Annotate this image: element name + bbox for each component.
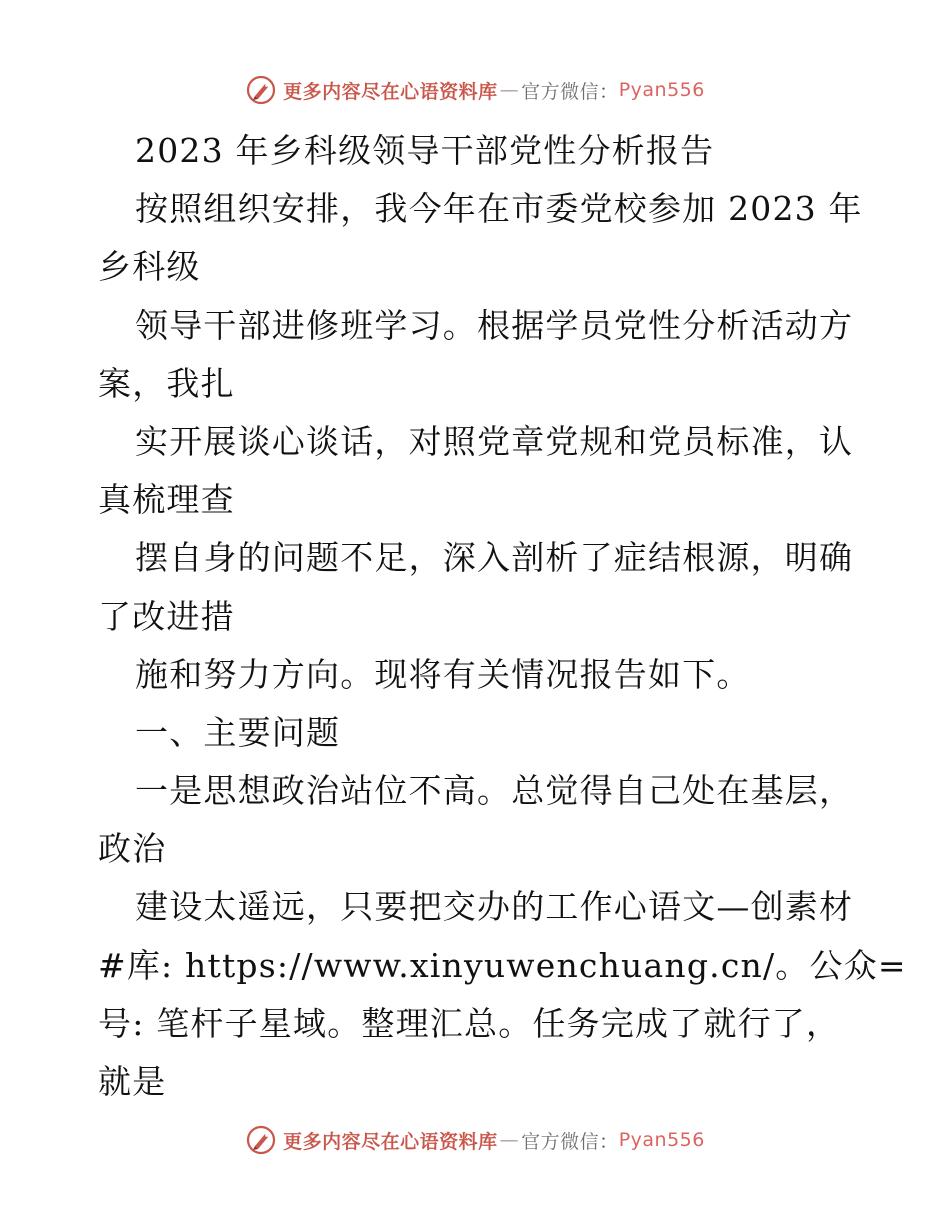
paragraph-line: 乡科级 xyxy=(98,247,201,287)
paragraph-line: 领导干部进修班学习。根据学员党性分析活动方 xyxy=(135,305,854,345)
watermark-dash: — xyxy=(499,79,520,101)
watermark-footer xyxy=(0,1122,950,1158)
paragraph-line: 政治 xyxy=(98,829,167,869)
paragraph-line: 建设太遥远，只要把交办的工作心语文—创素材 xyxy=(135,887,854,927)
document-body xyxy=(98,122,907,1111)
watermark-wechat-id: Pyan556 xyxy=(618,79,705,101)
paragraph-line: 一是思想政治站位不高。总觉得自己处在基层， xyxy=(135,771,854,811)
watermark-official-label: 官方微信 xyxy=(521,1130,600,1153)
watermark-main-text: 更多内容尽在心语资料库 xyxy=(283,1130,498,1153)
paragraph-line: #库: https://www.xinyuwenchuang.cn/。公众= xyxy=(98,945,907,985)
watermark-official-label: 官方微信 xyxy=(521,80,600,103)
document-title: 2023 年乡科级领导干部党性分析报告 xyxy=(135,131,715,170)
watermark-wechat-id: Pyan556 xyxy=(618,1129,705,1151)
pen-nib-logo-icon xyxy=(245,1124,277,1156)
pen-nib-logo-icon xyxy=(245,74,277,106)
paragraph-line: 就是 xyxy=(98,1062,167,1101)
watermark-colon: ： xyxy=(599,80,619,103)
watermark-dash: — xyxy=(499,1129,520,1151)
watermark-header xyxy=(0,72,950,108)
watermark-colon: ： xyxy=(599,1130,619,1153)
paragraph-line: 摆自身的问题不足，深入剖析了症结根源，明确 xyxy=(135,538,854,578)
paragraph-line: 了改进措 xyxy=(98,596,235,636)
paragraph-line: 号: 笔杆子星域。整理汇总。任务完成了就行了， xyxy=(98,1003,841,1043)
paragraph-line: 按照组织安排，我今年在市委党校参加 2023 年 xyxy=(135,189,863,229)
section-heading: 一、主要问题 xyxy=(135,712,341,752)
paragraph-line: 案，我扎 xyxy=(98,363,235,403)
paragraph-line: 施和努力方向。现将有关情况报告如下。 xyxy=(135,654,751,694)
watermark-main-text: 更多内容尽在心语资料库 xyxy=(283,80,498,103)
paragraph-line: 实开展谈心谈话，对照党章党规和党员标准，认 xyxy=(135,421,854,461)
paragraph-line: 真梳理查 xyxy=(98,480,235,520)
